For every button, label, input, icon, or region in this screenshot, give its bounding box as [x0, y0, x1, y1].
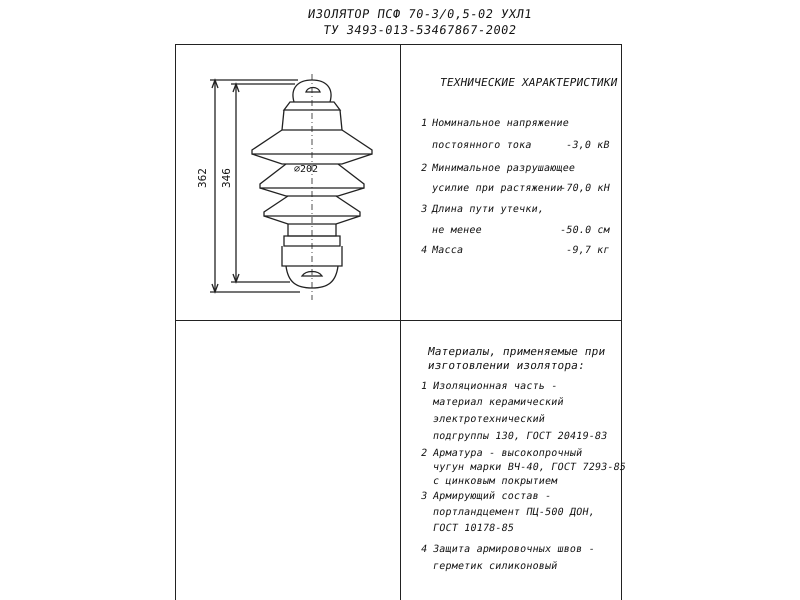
- material-3-line-3: ГОСТ 10178-85: [432, 523, 515, 534]
- material-1-line-2: материал керамический: [432, 397, 565, 408]
- spec-4-line-1: Масса: [431, 245, 465, 256]
- material-3-line-2: портландцемент ПЦ-500 ДОН,: [432, 507, 596, 518]
- spec-3-number: 3: [420, 204, 429, 215]
- material-2-number: 2: [420, 448, 429, 459]
- material-1-line-3: электротехнический: [432, 414, 546, 425]
- material-1-line-4: подгруппы 130, ГОСТ 20419-83: [432, 431, 609, 442]
- materials-heading-line-1: Материалы, применяемые при: [426, 345, 607, 358]
- spec-1-value: -3,0 кВ: [565, 140, 611, 151]
- material-1-number: 1: [420, 381, 429, 392]
- spec-1-line-2: постоянного тока: [431, 140, 533, 151]
- material-3-number: 3: [420, 491, 429, 502]
- materials-heading-line-2: изготовлении изолятора:: [426, 359, 587, 372]
- spec-3-line-1: Длина пути утечки,: [431, 204, 545, 215]
- material-2-line-1: Арматура - высокопрочный: [432, 448, 584, 459]
- spec-1-line-1: Номинальное напряжение: [431, 118, 570, 129]
- dim-diameter-label: ⌀202: [294, 164, 319, 175]
- sheet-vertical-divider: [400, 44, 401, 600]
- spec-1-number: 1: [420, 118, 429, 129]
- material-4-line-2: герметик силиконовый: [432, 561, 559, 572]
- document-title: ИЗОЛЯТОР ПСФ 70-3/0,5-02 УХЛ1: [307, 7, 533, 21]
- spec-2-number: 2: [420, 163, 429, 174]
- insulator-drawing: [190, 70, 390, 310]
- material-2-line-2: чугун марки ВЧ-40, ГОСТ 7293-85: [432, 462, 627, 473]
- specs-heading: ТЕХНИЧЕСКИЕ ХАРАКТЕРИСТИКИ: [438, 76, 619, 89]
- spec-3-line-2: не менее: [431, 225, 483, 236]
- material-1-line-1: Изоляционная часть -: [432, 381, 559, 392]
- spec-2-line-1: Минимальное разрушающее: [431, 163, 577, 174]
- spec-3-value: -50.0 см: [559, 225, 611, 236]
- material-4-number: 4: [420, 544, 429, 555]
- document-spec-number: ТУ 3493-013-53467867-2002: [322, 23, 518, 37]
- spec-4-number: 4: [420, 245, 429, 256]
- dim-inner-label: 346: [220, 168, 233, 188]
- material-3-line-1: Армирующий состав -: [432, 491, 553, 502]
- sheet-horizontal-divider: [175, 320, 622, 321]
- spec-2-line-2: усилие при растяжении: [431, 183, 564, 194]
- dim-total-label: 362: [196, 168, 209, 188]
- material-2-line-3: с цинковым покрытием: [432, 476, 559, 487]
- spec-4-value: -9,7 кг: [565, 245, 611, 256]
- spec-2-value: -70,0 кН: [559, 183, 611, 194]
- material-4-line-1: Защита армировочных швов -: [432, 544, 596, 555]
